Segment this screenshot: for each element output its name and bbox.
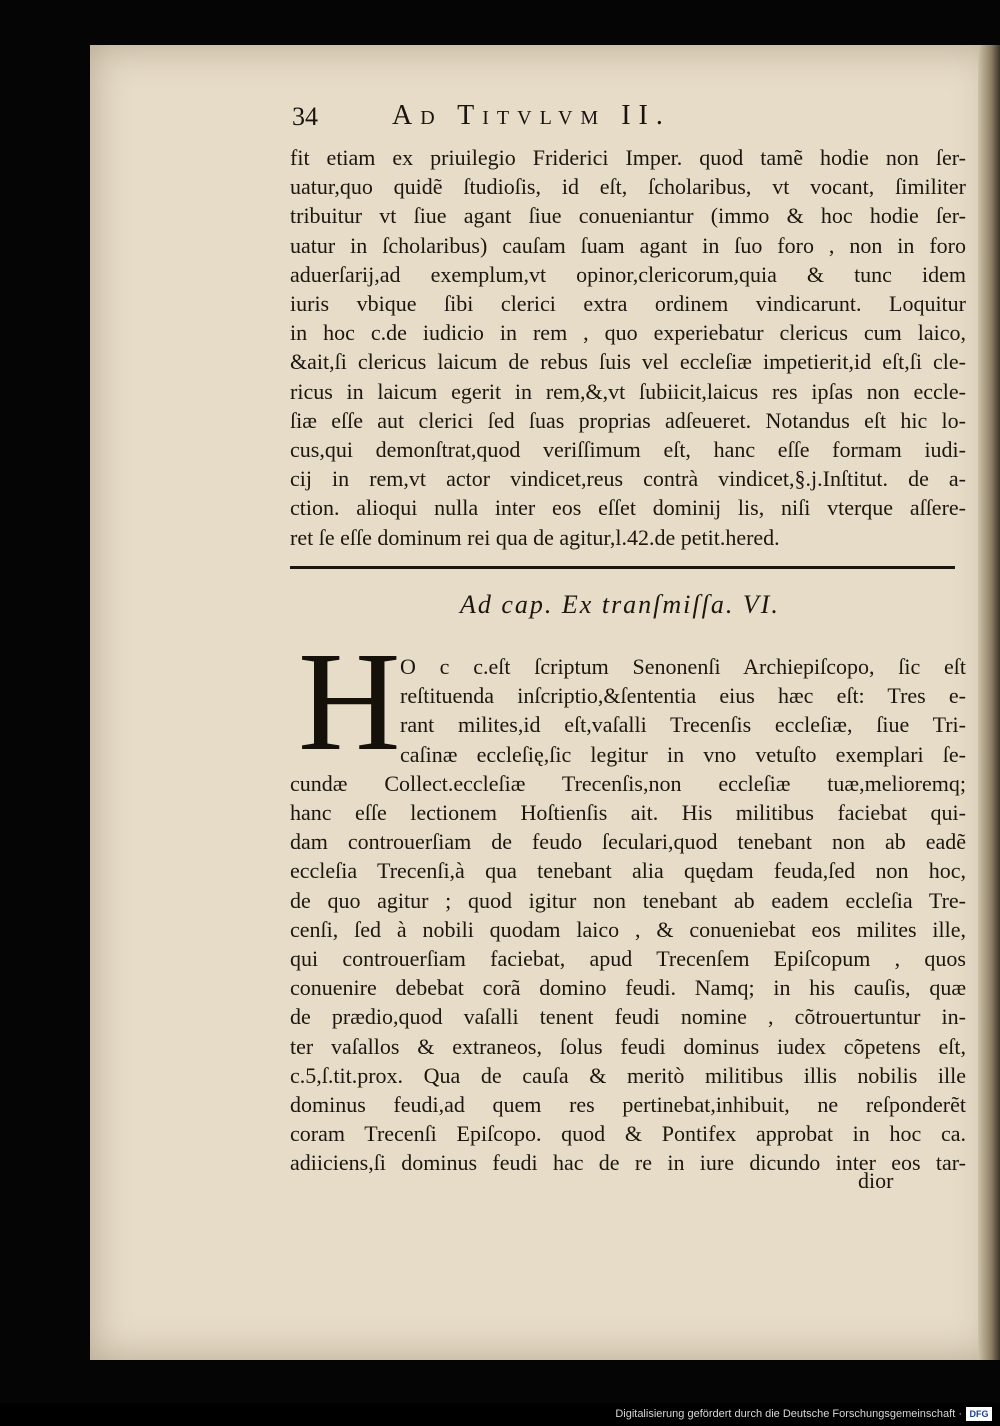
text-line: ſiæ eſſe aut clerici ſed ſuas proprias adſeueret. Notandus eſt hic lo- bbox=[290, 407, 966, 433]
text-line: cus,qui demonſtrat,quod veriſſimum eſt, hanc eſſe formam iudi- bbox=[290, 437, 966, 463]
text-line: c.5,ſ.tit.prox. Qua de cauſa & meritò militibus illis nobilis ille bbox=[290, 1062, 966, 1088]
page-edge bbox=[978, 45, 1000, 1360]
text-line: coram Trecenſi Epiſcopo. quod & Pontifex approbat in hoc ca. bbox=[290, 1121, 966, 1147]
text-line: O c c.eſt ſcriptum Senonenſi Archiepiſcopo, ſic eſt bbox=[400, 654, 966, 679]
text-line: de quo agitur ; quod igitur non tenebant ab eadem eccleſia Tre- bbox=[290, 887, 966, 913]
text-line: dominus feudi,ad quem res pertinebat,inhibuit, ne reſponderẽt bbox=[290, 1092, 966, 1118]
dfg-logo: DFG bbox=[966, 1407, 992, 1421]
text-line: caſinæ eccleſię,ſic legitur in vno vetuſto exemplari ſe- bbox=[400, 741, 966, 767]
text-line: qui controuerſiam faciebat, apud Trecenſem Epiſcopum , quos bbox=[290, 946, 966, 972]
page-header bbox=[292, 100, 832, 140]
text-line: tribuitur vt ſiue agant ſiue conueniantur (immo & hoc hodie ſer- bbox=[290, 203, 966, 229]
text-line: ter vaſallos & extraneos, ſolus feudi dominus iudex cõpetens eſt, bbox=[290, 1033, 966, 1059]
digitization-credit: Digitalisierung gefördert durch die Deutsche Forschungsgemeinschaft · bbox=[615, 1408, 962, 1420]
text-line: cij in rem,vt actor vindicet,reus contrà vindicet,§.j.Inſtitut. de a- bbox=[290, 466, 966, 492]
running-title: Ad Titvlvm II. bbox=[392, 100, 671, 131]
text-line: rant milites,id eſt,vaſalli Trecenſis eccleſiæ, ſiue Tri- bbox=[400, 712, 966, 738]
catchword: dior bbox=[858, 1168, 894, 1193]
text-line: hanc eſſe lectionem Hoſtienſis ait. His militibus faciebat qui- bbox=[290, 800, 966, 826]
text-line: aduerſarij,ad exemplum,vt opinor,clericorum,quia & tunc idem bbox=[290, 261, 966, 287]
text-line: ricus in laicum egerit in rem,&,vt ſubiicit,laicus res ipſas non eccle- bbox=[290, 378, 966, 404]
page-number: 34 bbox=[292, 102, 318, 131]
text-line: uatur in ſcholaribus) cauſam ſuam agant in ſuo foro , non in foro bbox=[290, 232, 966, 258]
text-line: adiiciens,ſi dominus feudi hac de re in iure dicundo inter eos tar- bbox=[290, 1150, 966, 1176]
text-block-continuation bbox=[290, 143, 966, 552]
section-divider bbox=[290, 566, 955, 569]
text-line: in hoc c.de iudicio in rem , quo experiebatur clericus cum laico, bbox=[290, 320, 966, 346]
text-line: dam controuerſiam de feudo ſeculari,quod tenebant non ab eadẽ bbox=[290, 829, 966, 855]
text-line: ret ſe eſſe dominum rei qua de agitur,l.42.de petit.hered. bbox=[290, 524, 780, 550]
text-line: de prædio,quod vaſalli tenent feudi nomine , cõtrouertuntur in- bbox=[290, 1004, 966, 1030]
text-line: cundæ Collect.eccleſiæ Trecenſis,non eccleſiæ tuæ,melioremq; bbox=[290, 770, 966, 796]
text-line: reſtituenda inſcriptio,&ſententia eius hæc eſt: Tres e- bbox=[400, 683, 966, 709]
text-line: fit etiam ex priuilegio Friderici Imper. quod tamẽ hodie non ſer- bbox=[290, 145, 966, 170]
text-line: ction. alioqui nulla inter eos eſſet dominij lis, niſi vterque aſſere- bbox=[290, 495, 966, 521]
text-block-chapter bbox=[290, 652, 966, 1178]
text-line: iuris vbique ſibi clerici extra ordinem vindicarunt. Loquitur bbox=[290, 291, 966, 317]
drop-cap: H bbox=[298, 622, 401, 780]
text-line: &ait,ſi clericus laicum de rebus ſuis vel eccleſiæ impetierit,id eſt,ſi cle- bbox=[290, 349, 966, 375]
text-line: uatur,quo quidẽ ſtudioſis, id eſt, ſcholaribus, vt vocant, ſimiliter bbox=[290, 174, 966, 200]
text-line: cenſi, ſed à nobili quodam laico , & conueniebat eos milites ille, bbox=[290, 916, 966, 942]
text-line: conuenire debebat corã domino feudi. Namq; in his cauſis, quæ bbox=[290, 975, 966, 1001]
text-line: eccleſia Trecenſi,à qua tenebant alia quędam feuda,ſed non hoc, bbox=[290, 858, 966, 884]
section-heading: Ad cap. Ex tranſmiſſa. VI. bbox=[460, 590, 780, 619]
